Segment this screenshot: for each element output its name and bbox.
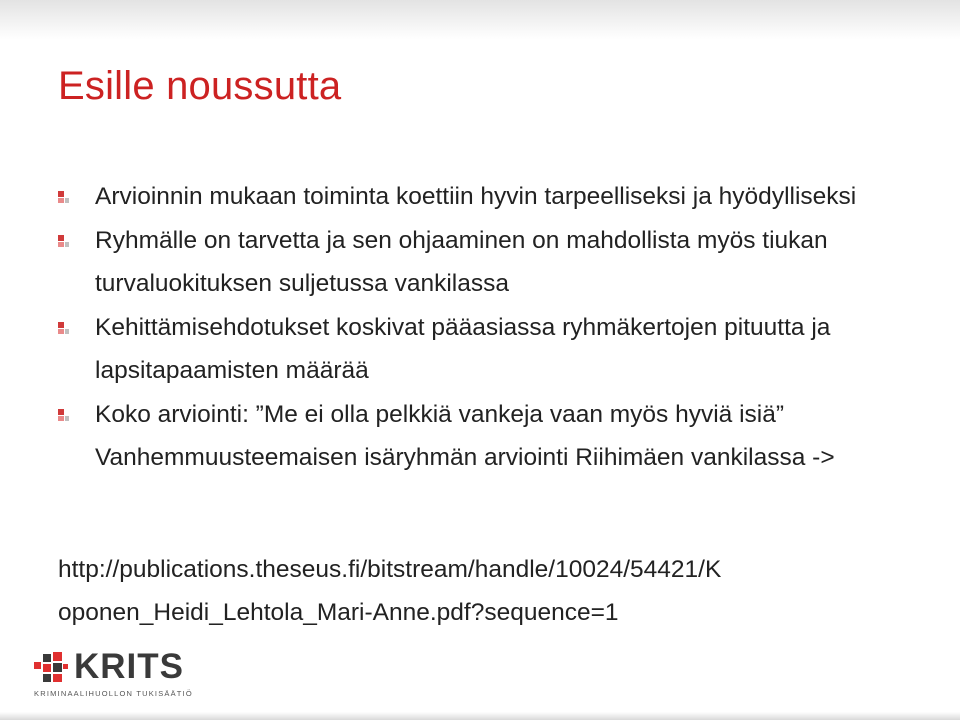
bullet-item [58, 393, 938, 480]
bullet-item [58, 306, 938, 393]
bullet-text: Arvioinnin mukaan toiminta koettiin hyvin tarpeelliseksi ja hyödylliseksi [95, 183, 857, 210]
top-band [0, 0, 960, 40]
bullet-icon [58, 235, 69, 247]
krits-logo-subtitle: KRIMINAALIHUOLLON TUKISÄÄTIÖ [34, 689, 193, 698]
slide-title: Esille noussutta [58, 64, 342, 108]
krits-logo-text: KRITS [74, 647, 184, 686]
bullet-text: Koko arviointi: ”Me ei olla pelkkiä vankeja vaan myös hyviä isiä” Vanhemmuusteemaisen isäryhmän arviointi Riihimäen vankilassa -> [95, 400, 835, 471]
bullet-item [58, 219, 938, 306]
bullet-icon [58, 409, 69, 421]
bullet-icon [58, 191, 69, 203]
bullet-text: Ryhmälle on tarvetta ja sen ohjaaminen on mahdollista myös tiukan turvaluokituksen suljetussa vankilassa [95, 226, 828, 297]
source-link-line-2[interactable]: oponen_Heidi_Lehtola_Mari-Anne.pdf?sequence=1 [58, 599, 619, 626]
source-link[interactable] [58, 548, 938, 634]
source-link-line-1[interactable]: http://publications.theseus.fi/bitstream/handle/10024/54421/K [58, 556, 722, 583]
bullet-icon [58, 322, 69, 334]
bullet-list [58, 175, 938, 480]
krits-logo-mark-icon [34, 652, 68, 682]
bullet-item [58, 175, 938, 219]
bottom-band [0, 712, 960, 720]
bullet-text: Kehittämisehdotukset koskivat pääasiassa ryhmäkertojen pituutta ja lapsitapaamisten määrää [95, 313, 831, 384]
krits-logo [34, 646, 194, 706]
